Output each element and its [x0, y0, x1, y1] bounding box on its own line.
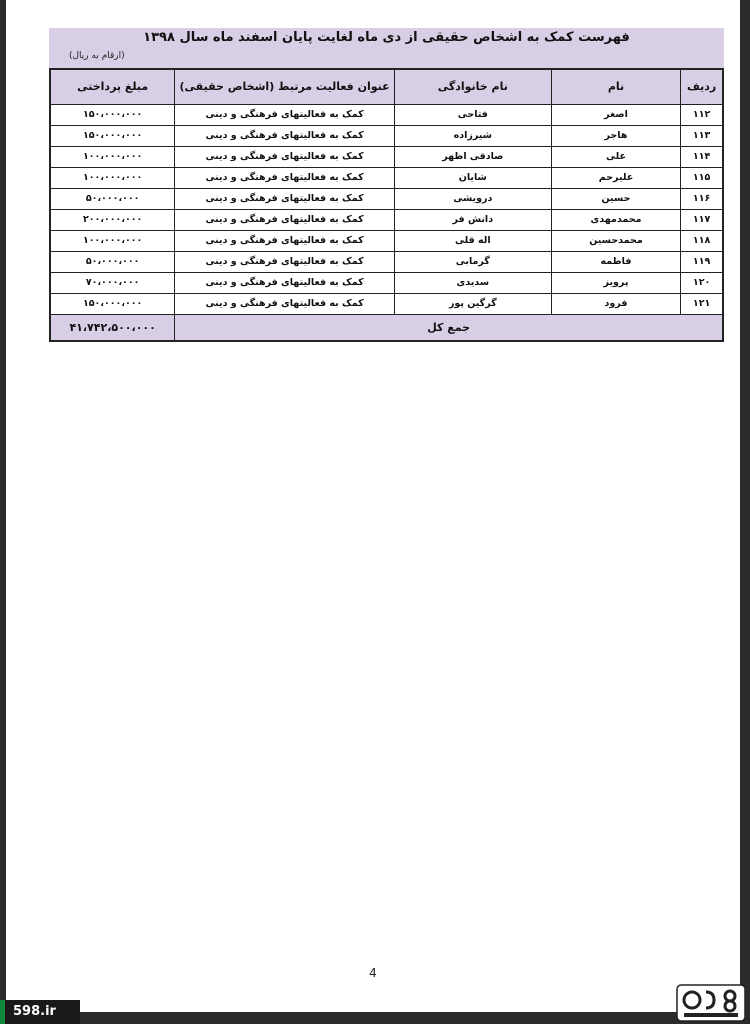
cell-last-name: شیرزاده	[394, 126, 551, 147]
cell-first-name: هاجر	[551, 126, 681, 147]
header-last-name: نام خانوادگی	[394, 69, 551, 105]
cell-first-name: علی	[551, 147, 681, 168]
cell-last-name: شایان	[394, 168, 551, 189]
document-page	[6, 0, 740, 1012]
cell-amount: ۱۵۰،۰۰۰،۰۰۰	[50, 105, 175, 126]
cell-row-no: ۱۱۵	[681, 168, 723, 189]
cell-activity: کمک به فعالیتهای فرهنگی و دینی	[175, 210, 395, 231]
payments-table	[49, 68, 724, 342]
header-first-name: نام	[551, 69, 681, 105]
cell-first-name: فاطمه	[551, 252, 681, 273]
cell-first-name: محمدمهدی	[551, 210, 681, 231]
total-row	[50, 315, 723, 342]
total-label: جمع کل	[175, 315, 723, 342]
title-band	[49, 28, 724, 68]
table-row	[50, 168, 723, 189]
header-row-no: ردیف	[681, 69, 723, 105]
cell-last-name: صادقی اظهر	[394, 147, 551, 168]
cell-amount: ۱۵۰،۰۰۰،۰۰۰	[50, 294, 175, 315]
unit-note: (ارقام به ریال)	[69, 51, 125, 61]
table-row	[50, 294, 723, 315]
cell-activity: کمک به فعالیتهای فرهنگی و دینی	[175, 105, 395, 126]
cell-row-no: ۱۲۰	[681, 273, 723, 294]
cell-row-no: ۱۲۱	[681, 294, 723, 315]
cell-activity: کمک به فعالیتهای فرهنگی و دینی	[175, 126, 395, 147]
cell-amount: ۱۰۰،۰۰۰،۰۰۰	[50, 168, 175, 189]
cell-amount: ۵۰،۰۰۰،۰۰۰	[50, 189, 175, 210]
cell-last-name: سدیدی	[394, 273, 551, 294]
cell-row-no: ۱۱۹	[681, 252, 723, 273]
table-row	[50, 231, 723, 252]
cell-row-no: ۱۱۶	[681, 189, 723, 210]
cell-amount: ۵۰،۰۰۰،۰۰۰	[50, 252, 175, 273]
cell-activity: کمک به فعالیتهای فرهنگی و دینی	[175, 294, 395, 315]
table-row	[50, 126, 723, 147]
cell-first-name: اصغر	[551, 105, 681, 126]
cell-row-no: ۱۱۸	[681, 231, 723, 252]
total-amount: ۴۱،۷۴۲،۵۰۰،۰۰۰	[50, 315, 175, 342]
cell-last-name: گرگین پور	[394, 294, 551, 315]
cell-row-no: ۱۱۴	[681, 147, 723, 168]
site-watermark-label: 598.ir	[0, 1000, 80, 1024]
cell-amount: ۷۰،۰۰۰،۰۰۰	[50, 273, 175, 294]
table-row	[50, 189, 723, 210]
cell-last-name: درویشی	[394, 189, 551, 210]
cell-last-name: فتاحی	[394, 105, 551, 126]
table-row	[50, 105, 723, 126]
598-logo-icon	[676, 984, 746, 1022]
cell-row-no: ۱۱۷	[681, 210, 723, 231]
cell-activity: کمک به فعالیتهای فرهنگی و دینی	[175, 252, 395, 273]
table-header-row	[50, 69, 723, 105]
cell-amount: ۱۰۰،۰۰۰،۰۰۰	[50, 231, 175, 252]
cell-last-name: گرمابی	[394, 252, 551, 273]
header-amount: مبلغ پرداختی	[50, 69, 175, 105]
cell-activity: کمک به فعالیتهای فرهنگی و دینی	[175, 147, 395, 168]
cell-activity: کمک به فعالیتهای فرهنگی و دینی	[175, 231, 395, 252]
cell-last-name: اله قلی	[394, 231, 551, 252]
cell-row-no: ۱۱۲	[681, 105, 723, 126]
document-title: فهرست کمک به اشخاص حقیقی از دی ماه لغایت پایان اسفند ماه سال ۱۳۹۸	[143, 30, 630, 45]
cell-row-no: ۱۱۳	[681, 126, 723, 147]
cell-first-name: حسین	[551, 189, 681, 210]
table-row	[50, 147, 723, 168]
cell-amount: ۱۵۰،۰۰۰،۰۰۰	[50, 126, 175, 147]
cell-first-name: علیرحم	[551, 168, 681, 189]
cell-amount: ۲۰۰،۰۰۰،۰۰۰	[50, 210, 175, 231]
table-row	[50, 273, 723, 294]
cell-activity: کمک به فعالیتهای فرهنگی و دینی	[175, 168, 395, 189]
cell-amount: ۱۰۰،۰۰۰،۰۰۰	[50, 147, 175, 168]
table-row	[50, 252, 723, 273]
cell-first-name: محمدحسین	[551, 231, 681, 252]
table-body	[50, 105, 723, 315]
header-activity: عنوان فعالیت مرتبط (اشخاص حقیقی)	[175, 69, 395, 105]
cell-activity: کمک به فعالیتهای فرهنگی و دینی	[175, 273, 395, 294]
page-number: 4	[369, 966, 377, 980]
cell-first-name: پرویز	[551, 273, 681, 294]
cell-first-name: فرود	[551, 294, 681, 315]
table-row	[50, 210, 723, 231]
cell-activity: کمک به فعالیتهای فرهنگی و دینی	[175, 189, 395, 210]
cell-last-name: دانش فر	[394, 210, 551, 231]
